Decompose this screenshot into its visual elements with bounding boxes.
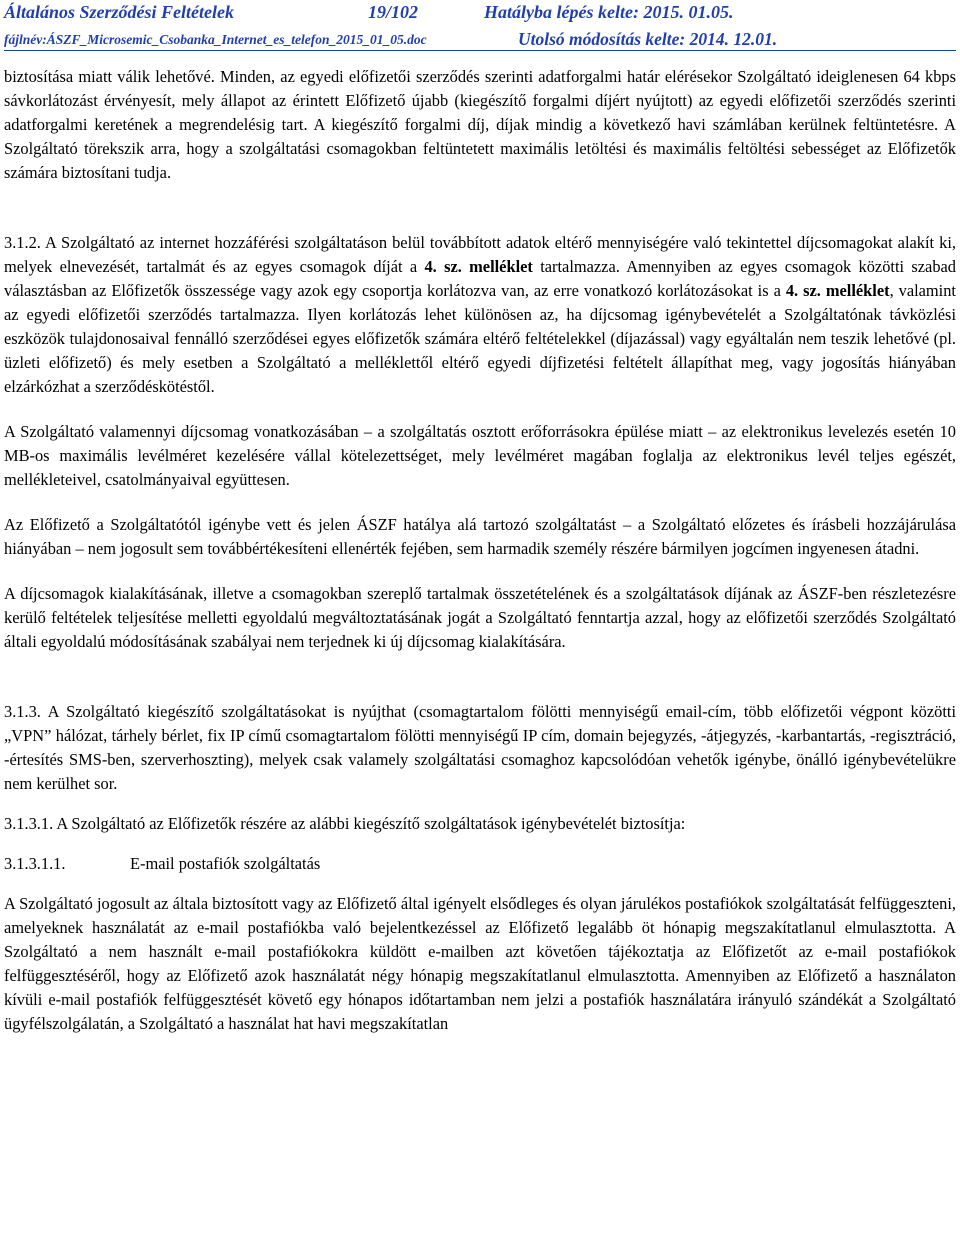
section-number: 3.1.3.1.1. — [4, 854, 66, 873]
header-page-number: 19/102 — [368, 2, 419, 22]
header-modified-date: Utolsó módosítás kelte: 2014. 12.01. — [518, 29, 778, 49]
document-body — [4, 51, 956, 1036]
annex-reference: 4. sz. melléklet — [424, 257, 533, 276]
paragraph-3-1-2 — [4, 231, 956, 399]
paragraph-email-suspension: A Szolgáltató jogosult az általa biztosított vagy az Előfizető által igényelt elsődleges és olyan járulékos postafiókok szolgáltatását felfüggeszteni, amelyeknek használatát az e-mail postafiókba való bejelentkezéssel az Előfizető legalább öt hónapig megszakítatlanul elmulasztotta. A Szolgáltató a nem használt e-mail postafiókokra küldött e-mailben azt követően tájékoztatja az Előfizetőt az e-mail postafiókok felfüggesztéséről, hogy az Előfizető azok használatát négy hónapig megszakítatlanul elmulasztotta. Amennyiben az Előfizető a használaton kívüli e-mail postafiók felfüggesztését követő egy hónapos időtartamban nem jelzi a postafiók használatára irányuló szándékát a Szolgáltató ügyfélszolgálatán, a Szolgáltató a használat hat havi megszakítatlan — [4, 894, 956, 1033]
paragraph-resale: Az Előfizető a Szolgáltatótól igénybe vett és jelen ÁSZF hatálya alá tartozó szolgáltatást – a Szolgáltató előzetes és írásbeli hozzájárulása hiányában – nem jogosult sem továbbértékesíteni ellenérték fejében, sem harmadik személy részére bármilyen jogcímen ingyenesen átadni. — [4, 515, 956, 558]
paragraph-3-1-2-text-a: 3.1.2. A Szolgáltató az internet hozzáférési szolgáltatáson belül továbbított adatok eltérő mennyiségére való tekintettel díjcsomagokat alakít ki, melyek elnevezését, tartalmát és az egyes csomagok díját a — [4, 233, 956, 276]
header-filename: fájlnév:ÁSZF_Microsemic_Csobanka_Internet_es_telefon_2015_01_05.doc — [4, 32, 427, 47]
heading-3-1-3-1-1 — [4, 852, 956, 876]
paragraph-package-changes: A díjcsomagok kialakításának, illetve a csomagokban szereplő tartalmak összetételének és a szolgáltatások díjának az ÁSZF-ben részletezésre kerülő feltételek teljesítése melletti egyoldalú megváltoztatásának jogát a Szolgáltató fenntartja azzal, hogy az előfizetői szerződés Szolgáltató általi egyoldalú módosításának szabályai nem terjednek ki új díjcsomag kialakítására. — [4, 584, 956, 651]
paragraph-3-1-3-1: 3.1.3.1. A Szolgáltató az Előfizetők részére az alábbi kiegészítő szolgáltatások igénybevételét biztosítja: — [4, 814, 686, 833]
section-title: E-mail postafiók szolgáltatás — [130, 854, 321, 873]
header-title: Általános Szerződési Feltételek — [4, 2, 235, 22]
paragraph-3-1-2-text-c: , valamint az egyedi előfizetői szerződés tartalmazza. Ilyen korlátozás lehet különösen az, ha díjcsomag igénybevételét a Szolgáltatónak távközlési eszközök tulajdonosaival fennálló szerződései egyes előfizetők számára eltérő feltételekkel (díjazással) vagy egyáltalán nem teszik lehetővé (pl. üzleti előfizető) és mely esetben a Szolgáltató a melléklettől eltérő egyedi díjfizetési feltételt állapíthat meg, vagy jogosítás hiányában elzárkózhat a szerződéskötéstől. — [4, 281, 956, 396]
paragraph-3-1-3: 3.1.3. A Szolgáltató kiegészítő szolgáltatásokat is nyújthat (csomagtartalom fölötti mennyiségű email-cím, több előfizetői végpont közötti „VPN” hálózat, tárhely bérlet, fix IP című csomagtartalom fölötti mennyiségű IP cím, domain bejegyzés, -átjegyzés, -karbantartás, -regisztráció, -értesítés SMS-ben, szerverhoszting), melyek csak valamely szolgáltatási csomaghoz kapcsolódóan vehetők igénybe, önálló igénybevételükre nem kerülhet sor. — [4, 702, 956, 793]
header-effective-date: Hatályba lépés kelte: 2015. 01.05. — [484, 2, 734, 22]
annex-reference: 4. sz. melléklet — [785, 281, 890, 300]
paragraph-email-size: A Szolgáltató valamennyi díjcsomag vonatkozásában – a szolgáltatás osztott erőforrásokra épülése miatt – az elektronikus levelezés esetén 10 MB-os maximális levélméret kezelésére vállal kötelezettséget, mely levélméret magában foglalja az elektronikus levél teljes egészét, mellékleteivel, csatolmányaival együttesen. — [4, 422, 956, 489]
paragraph-3-1-2-text-b: tartalmazza. Amennyiben az egyes csomagok közötti szabad választásban az Előfizetők összessége vagy azok egy csoportja korlátozva van, az erre vonatkozó korlátozásokat is a — [4, 257, 956, 300]
page-header — [4, 0, 956, 51]
paragraph-bandwidth-limit: biztosítása miatt válik lehetővé. Minden, az egyedi előfizetői szerződés szerinti adatforgalmi határ elérésekor Szolgáltató ideiglenesen 64 kbps sávkorlátozást érvényesít, mely állapot az érintett Előfizető újabb (kiegészítő forgalmi díjért nyújtott) az egyedi előfizetői szerződés szerinti adatforgalmi keretének a megrendelésig tart. A kiegészítő forgalmi díj, díjak mindig a következő havi számlában kerülnek feltüntetésre. A Szolgáltató törekszik arra, hogy a szolgáltatási csomagokban feltüntetett maximális letöltési és maximális feltöltési sebességet az Előfizetők számára biztosítani tudja. — [4, 67, 956, 182]
